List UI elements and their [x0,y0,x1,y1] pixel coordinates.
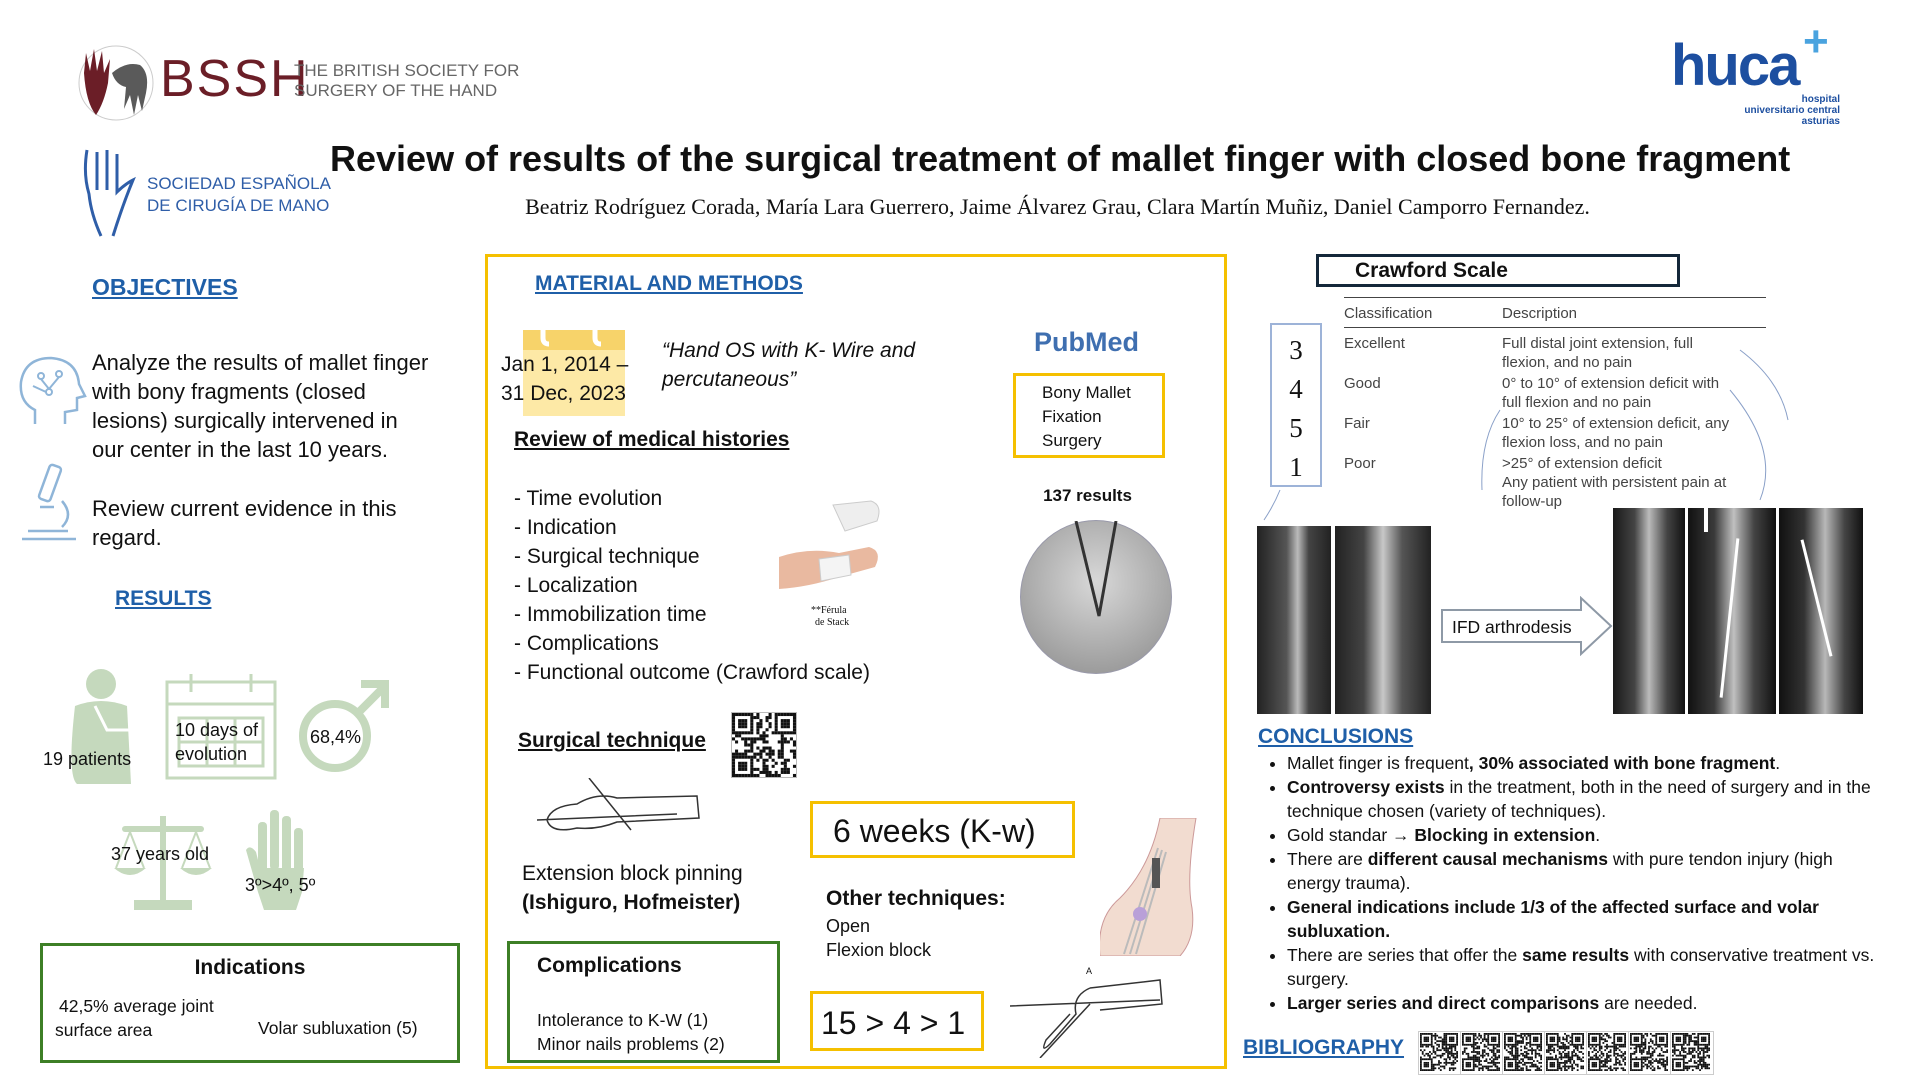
objective-2-line: regard. [92,525,162,550]
immobilization-time: 6 weeks (K-w) [833,813,1036,849]
bibliography-qr-code[interactable] [1628,1031,1672,1075]
conclusion-text: with pure tendon injury (high energy trauma). [1287,849,1833,893]
review-item: - Indication [514,516,617,539]
conclusions-heading: CONCLUSIONS [1258,725,1414,748]
desc-line: flexion, and no pain [1502,354,1633,371]
complications-box [507,941,780,1063]
conclusion-text: , 30% associated with bone fragment [1468,753,1776,773]
desc-line: >25° of extension deficit [1502,455,1662,472]
conclusion-text: Mallet finger is frequent [1287,753,1469,773]
technique-authors: (Ishiguro, Hofmeister) [522,891,741,914]
stack-splint-image [779,497,891,631]
date-start: Jan 1, 2014 – [501,353,629,376]
results-heading: RESULTS [115,587,212,610]
count-fair: 5 [1289,413,1303,443]
table-row [1344,372,1766,412]
microscope-icon [18,461,80,543]
pubmed-logo: PubMed [1034,327,1139,357]
class-cell: Excellent [1344,335,1405,352]
objective-1-line: lesions) surgically intervened in [92,408,398,433]
search-term: Fixation [1042,407,1102,426]
table-row [1344,452,1766,511]
huca-line1: hospital [1801,94,1840,105]
bibliography-qr-code[interactable] [1502,1031,1546,1075]
review-item: - Time evolution [514,487,663,510]
xray-postop-1 [1613,508,1685,714]
review-item: - Immobilization time [514,603,707,626]
search-term: Bony Mallet [1042,383,1131,402]
crawford-counts [1272,325,1320,487]
conclusion-text: Blocking in extension [1414,825,1596,845]
objective-2 [92,494,396,552]
technique-heading: Surgical technique [518,729,706,752]
review-item: - Localization [514,574,638,597]
indication-line: 42,5% average joint [59,996,214,1016]
poster-title: Review of results of the surgical treatment of mallet finger with closed bone fragment [330,138,1791,179]
average-age: 37 years old [111,844,210,864]
conclusion-text: in the treatment, both in the need of surgery and in the technique chosen (variety of techniques). [1287,777,1871,821]
secm-line2: DE CIRUGÍA DE MANO [147,196,330,215]
objective-1-line: our center in the last 10 years. [92,437,388,462]
complication-item: Minor nails problems (2) [537,1034,725,1054]
conclusion-text: There are [1287,849,1368,869]
desc-line: Full distal joint extension, full [1502,335,1693,352]
conclusion-text: are needed. [1599,993,1698,1013]
bibliography-qr-code[interactable] [1586,1031,1630,1075]
bssh-line1: THE BRITISH SOCIETY FOR [294,61,520,80]
objective-1 [92,348,428,464]
indications-box [40,943,460,1063]
huca-abbr: huca [1671,33,1799,98]
conclusion-text: with conservative treatment vs. surgery. [1287,945,1875,989]
conclusion-item [1287,847,1877,895]
desc-cell [1502,372,1766,412]
secm-line1: SOCIEDAD ESPAÑOLA [147,174,331,193]
splint-finger-icon [779,497,891,607]
xray-postop-2 [1688,508,1776,714]
class-cell: Good [1344,375,1381,392]
indications-subluxation: Volar subluxation (5) [258,1018,418,1038]
conclusion-text: General indications include 1/3 of the affected surface and volar subluxation. [1287,897,1819,941]
review-item: - Surgical technique [514,545,700,568]
hands-icon [76,43,156,123]
patients-count: 19 patients [43,749,132,769]
complication-item: Intolerance to K-W (1) [537,1010,709,1030]
conclusion-text: . [1595,825,1601,845]
conclusion-text: different causal mechanisms [1367,849,1608,869]
results-count: 137 results [1043,486,1132,505]
bssh-logo [76,43,520,123]
bibliography-qr-code[interactable] [1544,1031,1588,1075]
indications-title: Indications [194,956,306,979]
conclusion-text: Larger series and direct comparisons [1287,993,1600,1013]
complications-title: Complications [537,954,682,977]
finger-ratio-box [810,991,984,1051]
conclusions-list [1262,751,1877,1015]
secm-logo [79,144,331,240]
desc-line: full flexion and no pain [1502,394,1652,411]
splint-caption-line: de Stack [815,617,850,628]
arrow-label: IFD arthrodesis [1452,617,1572,637]
splint-caption-line: **Férula [811,605,847,616]
desc-line: Any patient with persistent pain at [1502,474,1727,491]
objective-2-line: Review current evidence in this [92,496,397,521]
header-classification: Classification [1344,305,1433,322]
xray-circle-image [1020,520,1172,674]
bibliography-qr-code[interactable] [1418,1031,1462,1075]
bibliography-qr-code[interactable] [1460,1031,1504,1075]
extension-block-drawing [537,778,707,840]
desc-line: 10° to 25° of extension deficit, any [1502,415,1730,432]
other-technique: Flexion block [826,940,932,960]
crawford-table [1344,297,1766,511]
table-row [1344,328,1766,373]
review-item: - Functional outcome (Crawford scale) [514,661,870,684]
query-line: “Hand OS with K- Wire and [662,339,916,362]
hand-outline-icon [79,144,139,240]
objective-1-line: with bony fragments (closed [92,379,366,404]
search-query [662,336,915,394]
complications-list [537,1008,725,1056]
conclusion-item [1287,895,1877,943]
conclusion-item [1287,991,1877,1015]
other-techniques-list [826,914,931,962]
review-heading: Review of medical histories [514,428,790,451]
drawing-label: A [1086,966,1093,976]
class-cell: Fair [1344,415,1370,432]
desc-line: flexion loss, and no pain [1502,434,1663,451]
bssh-abbr: BSSH [160,50,310,108]
header-description: Description [1502,305,1578,322]
finger-ratio: 15 > 4 > 1 [821,1005,966,1041]
conclusion-item [1287,943,1877,991]
conclusion-text: There are series that offer the [1287,945,1523,965]
objectives-heading: OBJECTIVES [92,274,238,300]
date-end: 31 Dec, 2023 [501,382,626,405]
count-excellent: 3 [1289,335,1303,365]
conclusion-item [1287,823,1877,847]
indication-line: surface area [55,1020,153,1040]
evolution-line: 10 days of [175,720,259,740]
finger-distribution: 3º>4º, 5º [245,875,316,895]
conclusion-text: same results [1522,945,1630,965]
conclusion-text: Controversy exists [1287,777,1445,797]
desc-cell [1502,412,1766,452]
desc-line: 0° to 10° of extension deficit with [1502,375,1720,392]
bibliography-qr-code[interactable] [1670,1031,1714,1075]
review-item: - Complications [514,632,659,655]
desc-cell [1502,328,1766,373]
huca-line3: asturias [1801,116,1840,127]
xray-postop-3 [1779,508,1863,714]
kwire-mark [1704,508,1708,532]
conclusion-item [1287,751,1877,775]
class-cell: Poor [1344,455,1376,472]
male-percentage: 68,4% [310,727,362,747]
male-symbol-icon [299,676,389,776]
search-terms-box [1013,373,1165,458]
evolution-days [175,718,258,766]
kwire-mark [1801,539,1833,656]
immobilization-box [810,801,1075,858]
technique-qr-code[interactable] [731,712,797,778]
kwire-mark [1720,538,1740,697]
count-poor: 1 [1289,452,1303,482]
huca-line2: universitario central [1744,105,1840,116]
crawford-counts-box [1270,323,1322,487]
conclusion-text: Gold standar → [1287,825,1415,845]
plus-icon: + [1803,17,1829,66]
methods-heading: MATERIAL AND METHODS [535,272,803,295]
crawford-title: Crawford Scale [1355,259,1508,282]
bssh-line2: SURGERY OF THE HAND [294,81,498,100]
search-term: Surgery [1042,431,1102,450]
desc-cell [1502,452,1766,511]
objective-1-line: Analyze the results of mallet finger [92,350,429,375]
flexion-block-drawing [1010,974,1170,1058]
count-good: 4 [1289,374,1303,404]
other-technique: Open [826,916,871,936]
desc-line: follow-up [1502,493,1563,510]
xray-preop-2 [1335,526,1431,714]
authors: Beatriz Rodríguez Corada, María Lara Guerrero, Jaime Álvarez Grau, Clara Martín Muñiz, Daniel Camporro Fernandez. [525,194,1590,219]
date-range [501,350,628,408]
conclusion-item [1287,775,1877,823]
crawford-title-box [1316,254,1680,287]
xray-preop-1 [1257,526,1331,714]
kwire-xray-icon [1021,521,1171,673]
evolution-line: evolution [175,744,248,764]
query-line: percutaneous” [662,368,797,391]
huca-logo [1671,17,1846,127]
conclusion-text: . [1775,753,1781,773]
search-terms [1042,381,1131,453]
technique-name: Extension block pinning [522,862,743,885]
indications-surface [55,994,214,1042]
splint-caption [811,605,849,629]
other-techniques-heading: Other techniques: [826,887,1006,910]
brain-icon [15,354,87,428]
table-row [1344,412,1766,452]
finger-anatomy-illustration [1100,818,1200,956]
bibliography-heading: BIBLIOGRAPHY [1243,1036,1405,1059]
